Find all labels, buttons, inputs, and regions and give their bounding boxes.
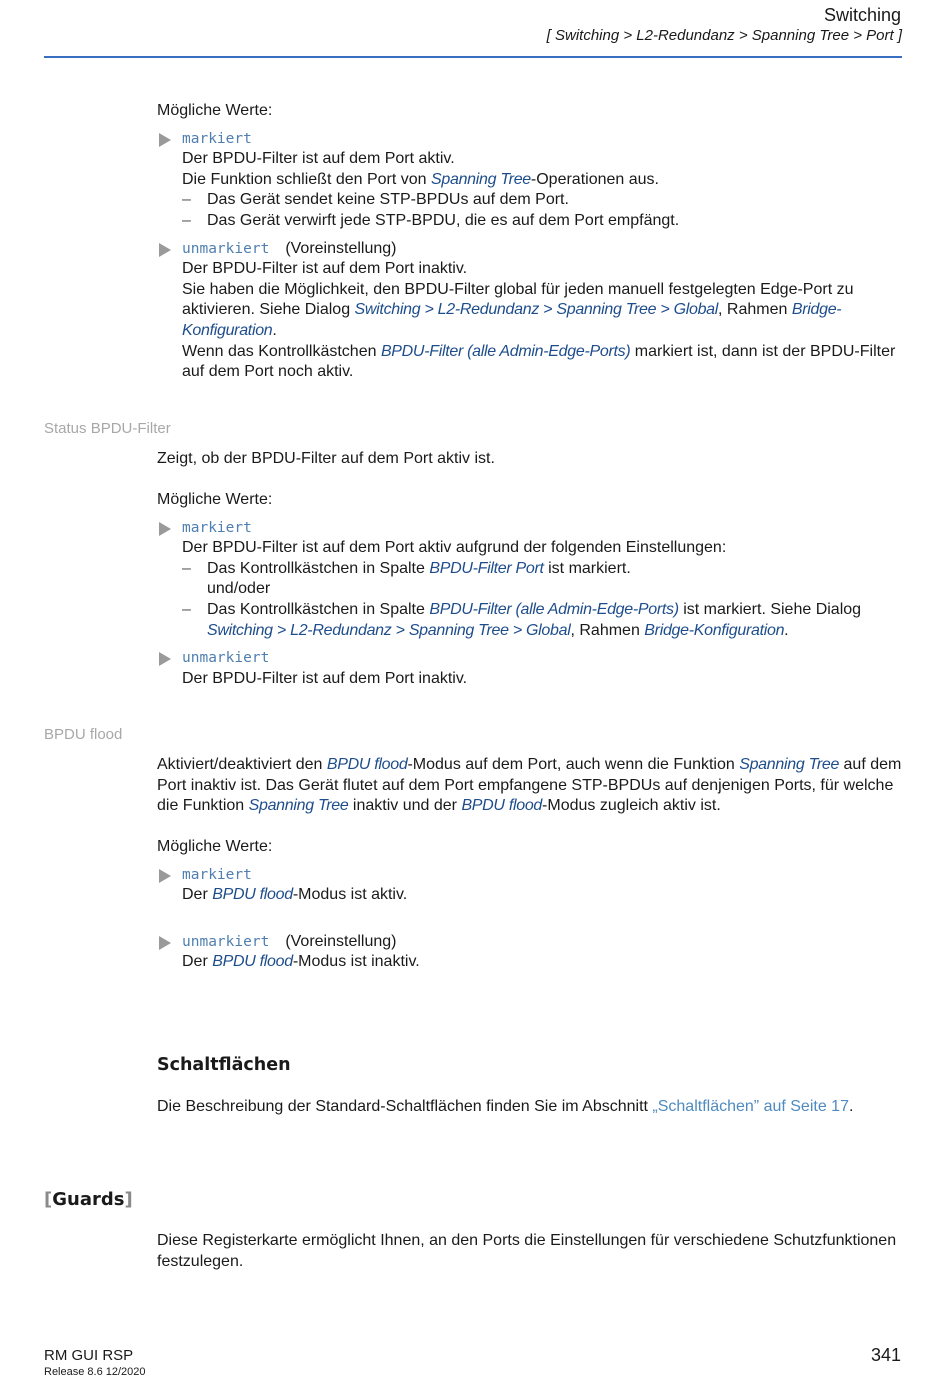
footer-release: Release 8.6 12/2020 [44,1366,146,1378]
link-bpdu-flood[interactable]: BPDU flood [326,756,408,773]
chapter-title: Switching [823,5,901,25]
parameter-label-flood: BPDU flood [44,726,123,743]
link-global-dialog[interactable]: Switching > L2-Redundanz > Spanning Tree > Global [354,301,719,319]
values-heading: Mögliche Werte: [157,102,273,119]
list-item-unmarkiert [157,648,903,689]
page-number: 341 [870,1345,901,1365]
value-description: Der BPDU flood-Modus ist inaktiv. [182,953,420,971]
triangle-bullet-icon [159,522,171,536]
header-rule [44,56,902,58]
link-bpdu-filter-all[interactable]: BPDU-Filter (alle Admin-Edge-Ports) [429,600,679,618]
list-item-unmarkiert [157,239,903,383]
parameter-label-status: Status BPDU-Filter [44,420,171,437]
value-code: markiert [182,519,252,536]
default-note: (Voreinstellung) [285,239,397,257]
breadcrumb: [ Switching > L2-Redundanz > Spanning Tree > Port ] [546,27,902,44]
cross-reference-link[interactable]: „Schaltflächen” auf Seite 17 [652,1098,849,1115]
value-description: Der BPDU-Filter ist auf dem Port inaktiv. [182,669,468,687]
link-bpdu-flood[interactable]: BPDU flood [212,953,293,971]
value-code: unmarkiert [182,933,270,950]
link-spanning-tree[interactable]: Spanning Tree [248,797,349,815]
dash-item: – Das Kontrollkästchen in Spalte BPDU-Filter Port ist markiert. [182,559,903,580]
value-code: unmarkiert [182,240,270,257]
value-code: markiert [182,130,252,147]
section-heading-buttons: Schaltflächen [157,1055,291,1075]
value-description: Der BPDU flood-Modus ist aktiv. [182,886,408,904]
dash-item: – Das Kontrollkästchen in Spalte BPDU-Filter (alle Admin-Edge-Ports) ist markiert. Siehe Dialog Switching > L2-Redundanz > Spanning Tree > Global, Rahmen Bridge-Konfiguration. [182,600,903,641]
tab-heading-guards: [Guards] [44,1189,133,1210]
triangle-bullet-icon [159,936,171,950]
link-global-dialog[interactable]: Switching > L2-Redundanz > Spanning Tree > Global [207,621,571,639]
and-or-text: und/oder [207,580,271,598]
value-description: Der BPDU-Filter ist auf dem Port aktiv aufgrund der folgenden Einstellungen: [182,539,727,557]
triangle-bullet-icon [159,869,171,883]
value-description: Sie haben die Möglichkeit, den BPDU-Filter global für jeden manuell festgelegten Edge-Port zu aktivieren. Siehe Dialog Switching > L2-Redundanz > Spanning Tree > Global, Rahmen Bridge-Konfiguration. [182,280,854,339]
guards-description: Diese Registerkarte ermöglicht Ihnen, an den Ports die Einstellungen für verschiedene Schutzfunktionen festzulegen. [157,1232,897,1270]
link-bridge-konfiguration[interactable]: Bridge-Konfiguration [182,301,842,339]
values-heading: Mögliche Werte: [157,491,273,508]
status-description: Zeigt, ob der BPDU-Filter auf dem Port aktiv ist. [157,450,495,467]
default-note: (Voreinstellung) [285,932,397,950]
dash-item: – Das Gerät verwirft jede STP-BPDU, die es auf dem Port empfängt. [182,211,903,232]
value-code: unmarkiert [182,650,270,667]
link-bpdu-flood[interactable]: BPDU flood [212,886,293,904]
status-values [157,490,903,689]
triangle-bullet-icon [159,133,171,147]
triangle-bullet-icon [159,652,171,666]
link-bpdu-filter-port[interactable]: BPDU-Filter Port [429,559,544,577]
value-description: Wenn das Kontrollkästchen BPDU-Filter (alle Admin-Edge-Ports) markiert ist, dann ist der BPDU-Filter auf dem Port noch aktiv. [182,342,896,381]
value-description: Der BPDU-Filter ist auf dem Port inaktiv. [182,260,468,278]
values-heading: Mögliche Werte: [157,838,273,855]
flood-description: Aktiviert/deaktiviert den BPDU flood-Modus auf dem Port, auch wenn die Funktion Spanning Tree auf dem Port inaktiv ist. Das Gerät flutet auf dem Port empfangene STP-BPDUs auf denjenigen Ports, für welche die Funktion Spanning Tree inaktiv und der BPDU flood-Modus zugleich aktiv ist. [157,756,902,815]
dash-item: – Das Gerät sendet keine STP-BPDUs auf dem Port. [182,190,903,211]
buttons-description: Die Beschreibung der Standard-Schaltflächen finden Sie im Abschnitt „Schaltflächen” auf Seite 17. [157,1098,854,1115]
bpdu-filter-values [157,101,903,383]
list-item-markiert [157,518,903,642]
triangle-bullet-icon [159,243,171,257]
flood-values [157,837,903,973]
link-spanning-tree[interactable]: Spanning Tree [431,170,531,188]
link-bpdu-filter-all[interactable]: BPDU-Filter (alle Admin-Edge-Ports) [380,342,631,360]
list-item-markiert [157,129,903,232]
value-code: markiert [182,866,252,883]
value-description: Die Funktion schließt den Port von Spanning Tree-Operationen aus. [182,170,659,188]
footer-product: RM GUI RSP [44,1347,134,1364]
list-item-markiert [157,865,903,906]
value-description: Der BPDU-Filter ist auf dem Port aktiv. [182,150,455,168]
link-bpdu-flood[interactable]: BPDU flood [461,797,543,815]
link-spanning-tree[interactable]: Spanning Tree [739,756,840,773]
list-item-unmarkiert [157,932,903,973]
link-bridge-konfiguration[interactable]: Bridge-Konfiguration [644,621,785,639]
